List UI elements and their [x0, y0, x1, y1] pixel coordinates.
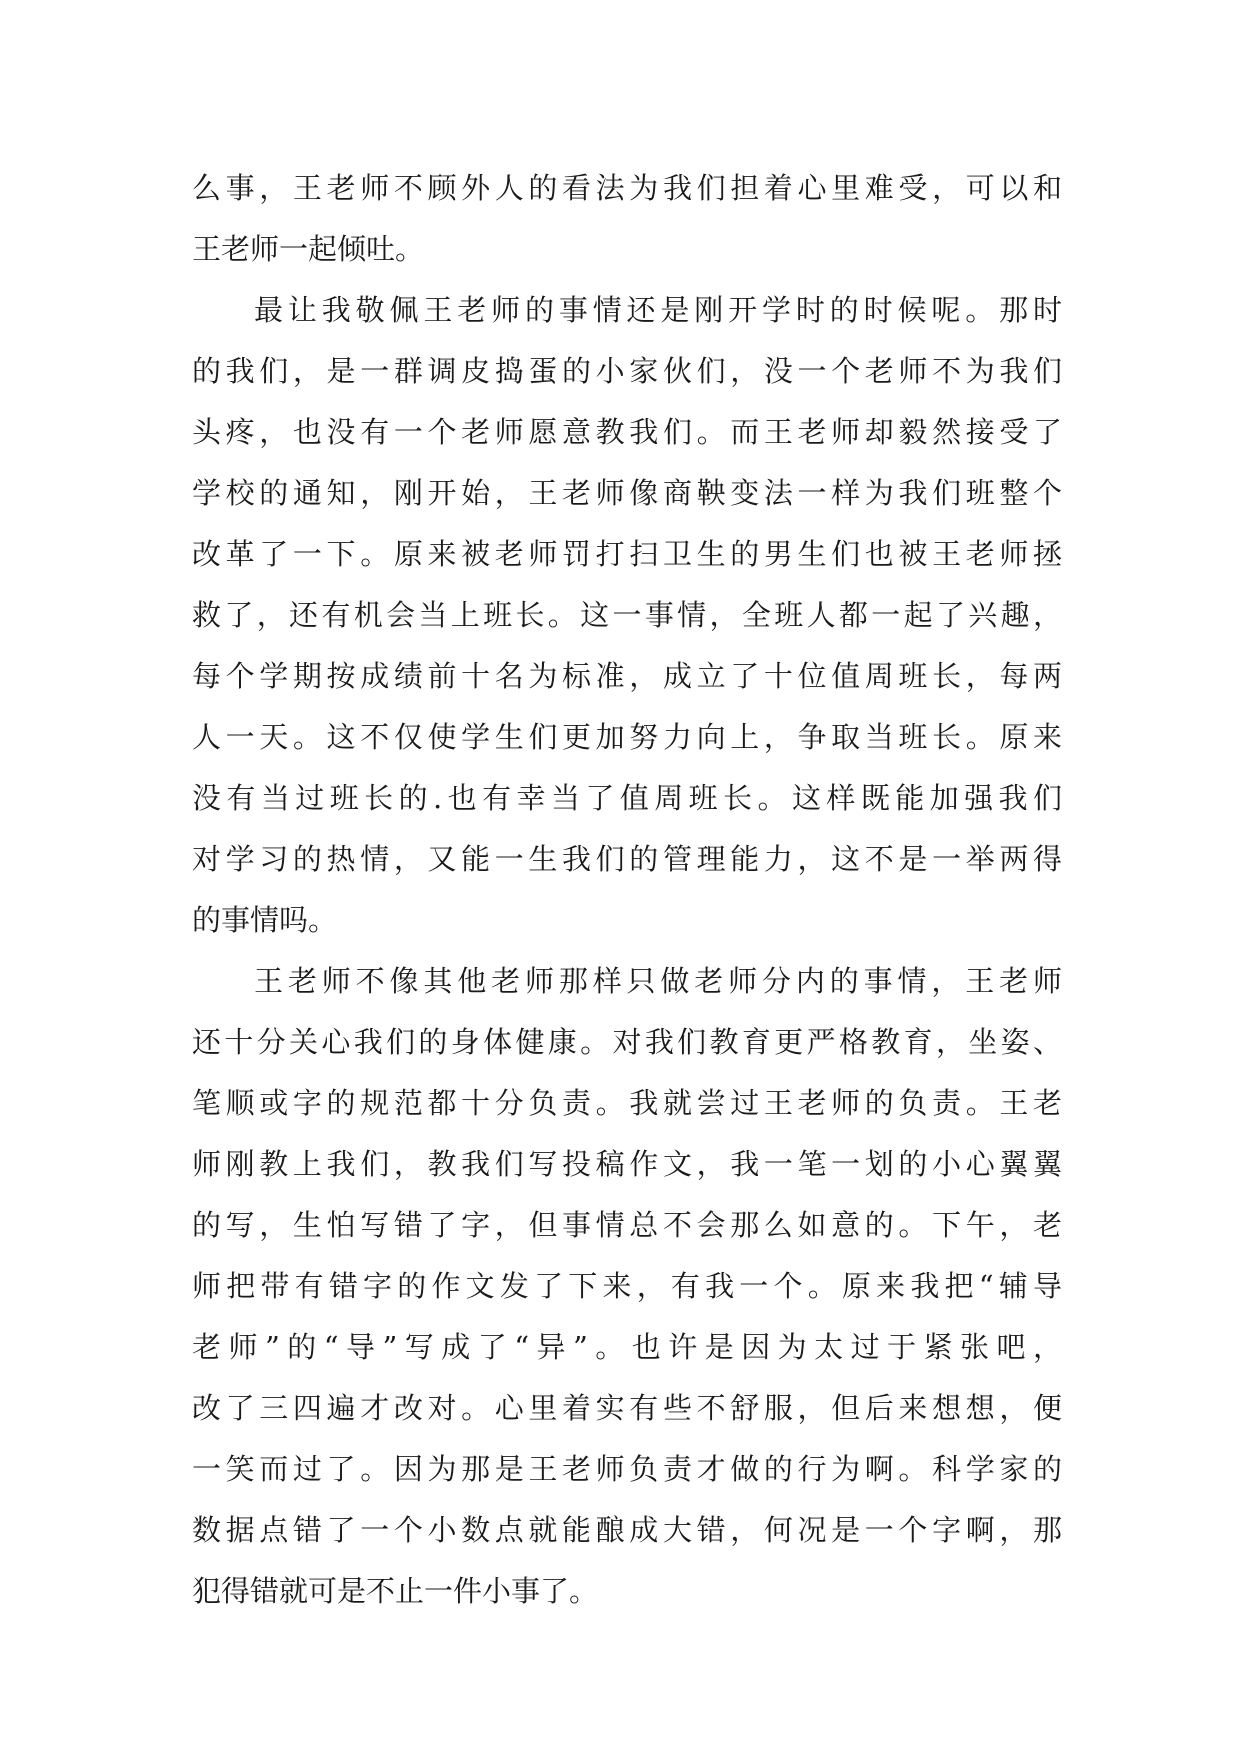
text-line: 每个学期按成绩前十名为标准，成立了十位值周班长，每两	[192, 659, 1062, 693]
text-line: 还十分关心我们的身体健康。对我们教育更严格教育，坐姿、	[192, 1025, 1062, 1059]
text-line: 一笑而过了。因为那是王老师负责才做的行为啊。科学家的	[192, 1452, 1062, 1486]
text-line: 师把带有错字的作文发了下来，有我一个。原来我把“辅导	[192, 1269, 1062, 1303]
text-line: 数据点错了一个小数点就能酿成大错，何况是一个字啊，那	[192, 1513, 1062, 1547]
text-line: 改革了一下。原来被老师罚打扫卫生的男生们也被王老师拯	[192, 537, 1062, 571]
text-line: 头疼，也没有一个老师愿意教我们。而王老师却毅然接受了	[192, 415, 1062, 449]
document-body	[192, 158, 1062, 1622]
text-line: 人一天。这不仅使学生们更加努力向上，争取当班长。原来	[192, 720, 1062, 754]
paragraph-2	[192, 280, 1062, 951]
text-line: 王老师不像其他老师那样只做老师分内的事情，王老师	[254, 964, 1062, 998]
text-line: 没有当过班长的.也有幸当了值周班长。这样既能加强我们	[192, 781, 1062, 815]
text-line: 王老师一起倾吐。	[192, 232, 425, 266]
paragraph-3	[192, 951, 1062, 1622]
text-line: 的我们，是一群调皮捣蛋的小家伙们，没一个老师不为我们	[192, 354, 1062, 388]
text-line: 救了，还有机会当上班长。这一事情，全班人都一起了兴趣，	[192, 598, 1062, 632]
paragraph-1	[192, 158, 1062, 280]
text-line: 犯得错就可是不止一件小事了。	[192, 1574, 599, 1608]
text-line: 的事情吗。	[192, 903, 338, 937]
text-line: 改了三四遍才改对。心里着实有些不舒服，但后来想想，便	[192, 1391, 1062, 1425]
text-line: 对学习的热情，又能一生我们的管理能力，这不是一举两得	[192, 842, 1062, 876]
text-line: 学校的通知，刚开始，王老师像商鞅变法一样为我们班整个	[192, 476, 1062, 510]
text-line: 么事，王老师不顾外人的看法为我们担着心里难受，可以和	[192, 171, 1062, 205]
text-line: 的写，生怕写错了字，但事情总不会那么如意的。下午，老	[192, 1208, 1062, 1242]
text-line: 师刚教上我们，教我们写投稿作文，我一笔一划的小心翼翼	[192, 1147, 1062, 1181]
text-line: 最让我敬佩王老师的事情还是刚开学时的时候呢。那时	[254, 293, 1062, 327]
text-line: 老师”的“导”写成了“异”。也许是因为太过于紧张吧，	[192, 1330, 1062, 1364]
text-line: 笔顺或字的规范都十分负责。我就尝过王老师的负责。王老	[192, 1086, 1062, 1120]
